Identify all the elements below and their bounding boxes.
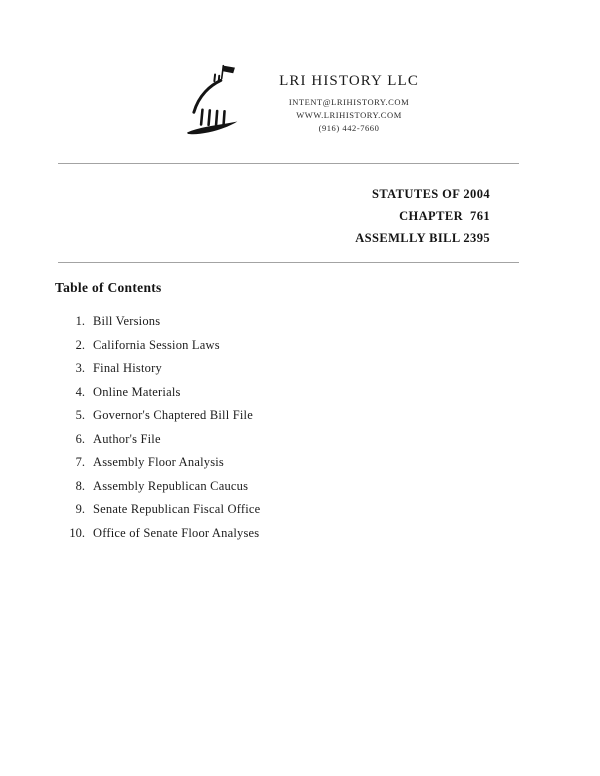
divider-bottom bbox=[58, 262, 519, 263]
toc-item bbox=[55, 456, 600, 469]
toc-item-number: 2. bbox=[75, 337, 85, 352]
toc-item-label: Final History bbox=[93, 361, 162, 375]
toc-item bbox=[55, 527, 600, 540]
company-email: INTENT@LRIHISTORY.COM bbox=[288, 97, 410, 107]
toc-item bbox=[55, 503, 600, 516]
toc-item-number: 9. bbox=[75, 502, 85, 516]
toc-item-label: California Session Laws bbox=[93, 337, 220, 352]
company-name: LRI HISTORY LLC bbox=[279, 73, 419, 89]
toc-item-number: 5. bbox=[75, 408, 85, 422]
toc-item-label: Assembly Floor Analysis bbox=[93, 455, 224, 469]
chapter-line: CHAPTER 761 bbox=[399, 209, 490, 223]
toc-item-number: 8. bbox=[75, 478, 85, 493]
company-website: WWW.LRIHISTORY.COM bbox=[296, 110, 402, 121]
toc-item-label: Senate Republican Fiscal Office bbox=[93, 502, 261, 516]
toc-item bbox=[55, 339, 600, 352]
toc-item-number: 7. bbox=[75, 455, 85, 469]
toc-item-number: 3. bbox=[75, 361, 85, 375]
toc-item-number: 4. bbox=[75, 384, 85, 399]
divider-top bbox=[58, 163, 519, 164]
toc-item-label: Assembly Republican Caucus bbox=[93, 478, 249, 493]
toc-item-label: Author's File bbox=[93, 431, 161, 446]
company-phone: (916) 442-7660 bbox=[318, 123, 380, 134]
toc-item bbox=[55, 480, 600, 493]
toc-item-number: 10. bbox=[69, 525, 85, 540]
toc-item-label: Governor's Chaptered Bill File bbox=[93, 408, 253, 422]
toc-item-number: 6. bbox=[75, 431, 85, 446]
company-logo-icon bbox=[181, 62, 257, 138]
statute-block bbox=[0, 183, 490, 249]
letterhead bbox=[0, 0, 600, 138]
toc-list bbox=[0, 315, 600, 539]
toc-item bbox=[55, 315, 600, 328]
letterhead-text bbox=[279, 73, 419, 136]
toc-item bbox=[55, 362, 600, 375]
toc-item-label: Online Materials bbox=[93, 384, 181, 399]
toc-item bbox=[55, 386, 600, 399]
toc-item bbox=[55, 409, 600, 422]
toc-item-label: Office of Senate Floor Analyses bbox=[93, 525, 260, 540]
toc-item bbox=[55, 433, 600, 446]
toc-item-label: Bill Versions bbox=[93, 314, 161, 328]
toc-item-number: 1. bbox=[75, 314, 85, 328]
statutes-year-line: STATUTES OF 2004 bbox=[372, 187, 490, 201]
toc-title: Table of Contents bbox=[55, 280, 162, 295]
assembly-bill-line: ASSEMLLY BILL 2395 bbox=[355, 231, 490, 245]
